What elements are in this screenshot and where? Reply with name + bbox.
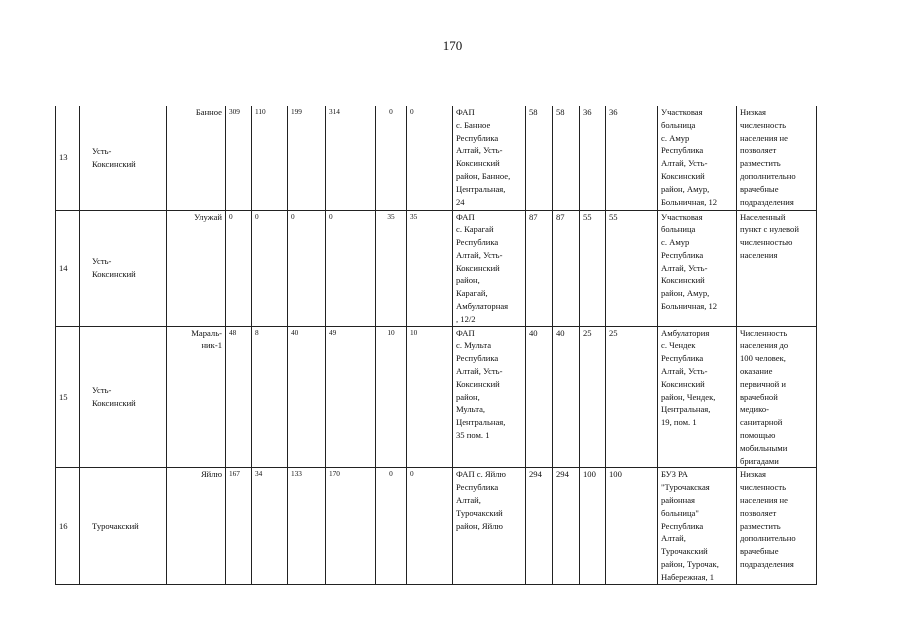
value-cell: 10 [407, 326, 453, 468]
institution-cell: Участковая больница с. Амур Республика Алтай, Усть- Коксинский район, Амур, Больничная, 12 [658, 210, 737, 326]
note-cell: Низкая численность населения не позволяет разместить дополнительно врачебные подразделения [737, 468, 817, 584]
value-cell: 110 [252, 106, 288, 210]
value-cell: 314 [326, 106, 376, 210]
table-row [56, 468, 817, 584]
settlements-table [55, 106, 817, 585]
table-row [56, 106, 817, 210]
value-cell: 36 [580, 106, 606, 210]
institution-cell: Участковая больница с. Амур Республика Алтай, Усть- Коксинский район, Амур, Больничная, 12 [658, 106, 737, 210]
value-cell: 100 [606, 468, 658, 584]
page-number: 170 [442, 38, 463, 53]
value-cell: 100 [580, 468, 606, 584]
value-cell: 0 [376, 468, 407, 584]
value-cell: 35 [407, 210, 453, 326]
row-number: 14 [56, 210, 80, 326]
value-cell: 55 [606, 210, 658, 326]
value-cell: 49 [326, 326, 376, 468]
district-cell: Усть- Коксинский [80, 210, 167, 326]
row-number: 15 [56, 326, 80, 468]
settlement-cell: Улужай [167, 210, 226, 326]
row-number: 13 [56, 106, 80, 210]
value-cell: 0 [288, 210, 326, 326]
value-cell: 133 [288, 468, 326, 584]
value-cell: 87 [553, 210, 580, 326]
row-number: 16 [56, 468, 80, 584]
value-cell: 0 [376, 106, 407, 210]
value-cell: 40 [553, 326, 580, 468]
settlement-cell: Яйлю [167, 468, 226, 584]
note-cell: Населенный пункт с нулевой численностью населения [737, 210, 817, 326]
institution-cell: Амбулатория с. Чендек Республика Алтай, Усть- Коксинский район, Чендек, Центральная, 19, пом. 1 [658, 326, 737, 468]
value-cell: 170 [326, 468, 376, 584]
fap-cell: ФАП с. Мульта Республика Алтай, Усть- Коксинский район, Мульта, Центральная, 35 пом. 1 [453, 326, 526, 468]
value-cell: 87 [526, 210, 553, 326]
value-cell: 309 [226, 106, 252, 210]
value-cell: 36 [606, 106, 658, 210]
district-cell: Усть- Коксинский [80, 106, 167, 210]
value-cell: 34 [252, 468, 288, 584]
value-cell: 58 [526, 106, 553, 210]
note-cell: Низкая численность населения не позволяет разместить дополнительно врачебные подразделения [737, 106, 817, 210]
value-cell: 0 [407, 468, 453, 584]
value-cell: 294 [553, 468, 580, 584]
fap-cell: ФАП с. Карагай Республика Алтай, Усть- Коксинский район, Карагай, Амбулаторная , 12/2 [453, 210, 526, 326]
value-cell: 199 [288, 106, 326, 210]
note-cell: Численность населения до 100 человек, оказание первичной и врачебной медико- санитарной помощью мобильными бригадами [737, 326, 817, 468]
value-cell: 35 [376, 210, 407, 326]
settlement-cell: Мараль- ник-1 [167, 326, 226, 468]
value-cell: 40 [526, 326, 553, 468]
value-cell: 167 [226, 468, 252, 584]
value-cell: 25 [606, 326, 658, 468]
value-cell: 294 [526, 468, 553, 584]
table-row [56, 210, 817, 326]
value-cell: 0 [226, 210, 252, 326]
value-cell: 0 [326, 210, 376, 326]
institution-cell: БУЗ РА "Турочакская районная больница" Республика Алтай, Турочакский район, Турочак, Набережная, 1 [658, 468, 737, 584]
district-cell: Усть- Коксинский [80, 326, 167, 468]
value-cell: 58 [553, 106, 580, 210]
value-cell: 40 [288, 326, 326, 468]
settlement-cell: Банное [167, 106, 226, 210]
value-cell: 0 [407, 106, 453, 210]
value-cell: 0 [252, 210, 288, 326]
value-cell: 48 [226, 326, 252, 468]
value-cell: 10 [376, 326, 407, 468]
fap-cell: ФАП с. Яйлю Республика Алтай, Турочакский район, Яйлю [453, 468, 526, 584]
table-row [56, 326, 817, 468]
district-cell: Турочакский [80, 468, 167, 584]
fap-cell: ФАП с. Банное Республика Алтай, Усть- Коксинский район, Банное, Центральная, 24 [453, 106, 526, 210]
value-cell: 8 [252, 326, 288, 468]
value-cell: 55 [580, 210, 606, 326]
value-cell: 25 [580, 326, 606, 468]
